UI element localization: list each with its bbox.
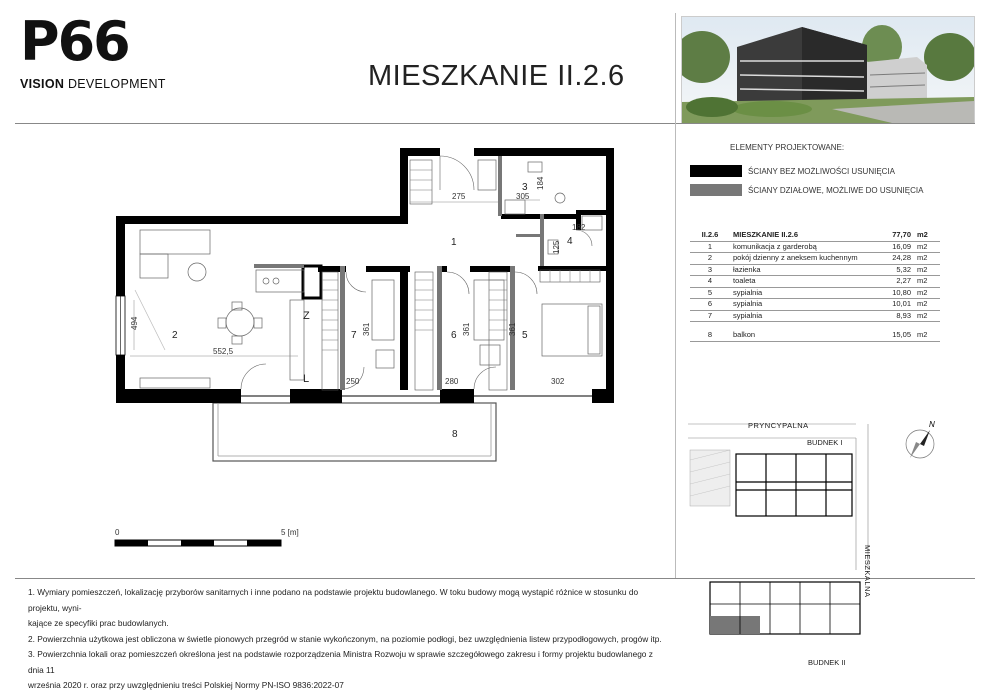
door-swing: [346, 272, 366, 292]
table-spacer-row: [690, 322, 940, 331]
building-1: [736, 454, 852, 516]
wardrobe-outline: [410, 160, 432, 204]
note-line: 2. Powierzchnia użytkowa jest obliczona w świetle pionowych przegród w stanie wykończonym, na poziomie podłogi, bez uwzględnienia listew przypodłogowych, progów itp.: [28, 633, 662, 644]
toilet: [555, 193, 565, 203]
dimension-125: 125: [552, 240, 561, 254]
table-cell: 4: [690, 276, 730, 288]
wall-segment: [501, 214, 576, 219]
room-number-5: 5: [522, 330, 528, 341]
shower: [505, 200, 525, 214]
scale-bar: [115, 540, 281, 546]
dimension-280: 280: [445, 377, 459, 386]
dimension-494: 494: [130, 316, 139, 330]
partition-segment: [437, 266, 442, 390]
dimension-361-a: 361: [362, 322, 371, 336]
scale-bar-segment: [181, 540, 214, 546]
bed: [372, 280, 394, 340]
table-cell: 2,27: [866, 276, 914, 288]
chair: [254, 318, 262, 328]
footer-divider: [15, 578, 975, 579]
sofa-chaise: [140, 254, 168, 278]
dimension-184: 184: [536, 176, 545, 190]
table-row: [690, 310, 940, 322]
table-row: [690, 276, 940, 288]
dimension-302: 302: [551, 377, 565, 386]
cooktop: [263, 278, 269, 284]
wall-segment: [576, 210, 610, 215]
highlighted-apartment: [710, 616, 760, 634]
note-line: 3. Powierzchnia lokali oraz pomieszczeń określona jest na podstawie rozporządzenia Ministra Rozwoju w sprawie szczegółowego zakresu i formy projektu budowlanego z dnia 11: [28, 649, 653, 675]
table-cell: 10,80: [866, 287, 914, 299]
legend-label-permanent: ŚCIANY BEZ MOŻLIWOŚCI USUNIĘCIA: [748, 167, 895, 176]
chair: [232, 336, 242, 344]
wall-segment: [116, 389, 241, 403]
kitchen-counter-side: [290, 300, 304, 380]
partition-segment: [254, 264, 304, 268]
partition-segment: [516, 234, 542, 237]
desk: [376, 350, 394, 368]
north-arrow-needle: [920, 430, 930, 446]
door-swing: [474, 367, 496, 389]
wall-segment: [400, 148, 408, 224]
scale-bar-segment: [115, 540, 148, 546]
wall-segment: [290, 389, 342, 403]
door-swing: [576, 230, 592, 246]
chair: [218, 318, 226, 328]
room-area-table: [690, 230, 940, 342]
table-cell: sypialnia: [730, 310, 866, 322]
door-swing: [447, 272, 469, 294]
building-1-label: BUDNEK I: [807, 438, 843, 447]
table-cell: łazienka: [730, 264, 866, 276]
table-cell: pokój dzienny z aneksem kuchennym: [730, 253, 866, 265]
table-cell: sypialnia: [730, 299, 866, 311]
table-cell: m2: [914, 330, 940, 341]
room-number-2: 2: [172, 330, 178, 341]
table-cell: m2: [914, 241, 940, 253]
scale-bar-segment: [247, 540, 281, 546]
room-number-6: 6: [451, 330, 457, 341]
table-cell: 6: [690, 299, 730, 311]
legend-swatch-removable: [690, 184, 742, 196]
dimension-552-5: 552,5: [213, 347, 234, 356]
table-header-row: [690, 230, 940, 241]
cooktop: [273, 278, 279, 284]
desk: [480, 345, 500, 365]
table-cell: sypialnia: [730, 287, 866, 299]
wall-segment: [400, 266, 408, 390]
table-cell: m2: [914, 253, 940, 265]
marker-z: Z: [303, 310, 310, 322]
door-swing: [515, 272, 537, 294]
table-cell: 7: [690, 310, 730, 322]
legend-title: ELEMENTY PROJEKTOWANE:: [730, 143, 845, 152]
dimension-182: 182: [572, 223, 586, 232]
table-cell: 2: [690, 253, 730, 265]
door-swing: [241, 364, 266, 389]
north-label: N: [929, 420, 935, 429]
site-plan-edge: [676, 572, 976, 578]
table-cell: m2: [914, 264, 940, 276]
wall-segment: [366, 266, 410, 272]
wall-segment: [606, 148, 614, 403]
chair: [232, 302, 242, 310]
building-render-image: [681, 16, 975, 124]
living-room-furniture: [135, 230, 304, 388]
table-cell: 15,05: [866, 330, 914, 341]
dimension-361-c: 361: [508, 322, 517, 336]
north-arrow-tail: [910, 442, 920, 458]
sink: [528, 162, 542, 172]
table-cell: balkon: [730, 330, 866, 341]
partition-segment: [498, 156, 502, 216]
note-line: kające ze specyfiki prac budowlanych.: [28, 618, 169, 628]
table-cell: 1: [690, 241, 730, 253]
partition-segment: [540, 214, 544, 266]
pillows: [588, 306, 600, 354]
marker-l: L: [303, 373, 310, 385]
logo: P66: [20, 10, 129, 73]
logo-subtitle-rest: DEVELOPMENT: [64, 77, 166, 91]
table-cell: 8: [690, 330, 730, 341]
table-cell: 3: [690, 264, 730, 276]
dimension-250: 250: [346, 377, 360, 386]
table-cell: m2: [914, 299, 940, 311]
table-cell: m2: [914, 276, 940, 288]
building-render-illustration: [682, 17, 974, 123]
scale-start: 0: [115, 528, 120, 537]
street-name-top: PRYNCYPALNA: [748, 421, 809, 430]
north-arrow-icon: [900, 418, 944, 466]
wardrobe-outline: [322, 272, 338, 390]
table-cell: 10,01: [866, 299, 914, 311]
double-bed: [542, 304, 602, 356]
room-number-3: 3: [522, 182, 528, 193]
legend-label-removable: ŚCIANY DZIAŁOWE, MOŻLIWE DO USUNIĘCIA: [748, 186, 924, 195]
wall-segment: [440, 389, 474, 403]
cabinet: [140, 378, 210, 388]
table-cell: II.2.6: [690, 230, 730, 241]
wall-segment: [116, 216, 406, 224]
room-number-1: 1: [451, 237, 457, 248]
table-spacer-cell: [690, 322, 940, 331]
sofa: [140, 230, 210, 254]
table-cell: MIESZKANIE II.2.6: [730, 230, 866, 241]
table-cell: m2: [914, 310, 940, 322]
table-cell: 77,70: [866, 230, 914, 241]
table-cell: 8,93: [866, 310, 914, 322]
bathtub: [478, 160, 496, 190]
scale-end: 5 [m]: [281, 528, 299, 537]
street-name-side: MIESZKALNA: [863, 545, 872, 598]
table-row: [690, 253, 940, 265]
table-row: [690, 287, 940, 299]
table-row: [690, 264, 940, 276]
table-row-balcony: [690, 330, 940, 341]
wardrobe-outline: [415, 272, 433, 390]
building-2-detail: [700, 580, 870, 652]
table-cell: m2: [914, 287, 940, 299]
dimension-275: 275: [452, 192, 466, 201]
table-cell: m2: [914, 230, 940, 241]
wall-segment: [116, 216, 125, 296]
dining-table: [226, 308, 254, 336]
table-row: [690, 299, 940, 311]
wall-segment: [400, 148, 440, 156]
table-cell: 24,28: [866, 253, 914, 265]
table-cell: 16,09: [866, 241, 914, 253]
door-swing: [440, 156, 474, 190]
building-2-label: BUDNEK II: [808, 658, 846, 667]
dimension-305: 305: [516, 192, 530, 201]
table-cell: 5: [690, 287, 730, 299]
table-cell: toaleta: [730, 276, 866, 288]
wall-segment: [474, 148, 614, 156]
room-number-8: 8: [452, 429, 458, 440]
logo-subtitle-bold: VISION: [20, 77, 65, 91]
table-cell: komunikacja z garderobą: [730, 241, 866, 253]
partition-segment: [340, 266, 345, 390]
table-cell: 5,32: [866, 264, 914, 276]
page-title: MIESZKANIE II.2.6: [368, 60, 625, 92]
table-row: [690, 241, 940, 253]
coffee-table: [188, 263, 206, 281]
rug-line: [135, 290, 165, 350]
partition-walls: [254, 156, 544, 390]
legend-swatch-permanent: [690, 165, 742, 177]
room-number-4: 4: [567, 236, 573, 247]
note-line: 1. Wymiary pomieszczeń, lokalizację przyborów sanitarnych i inne podano na podstawie projektu budowlanego. W toku budowy mogą wystąpić różnice w stosunku do projektu, wyni-: [28, 587, 639, 613]
wall-segment: [470, 266, 510, 272]
room-number-7: 7: [351, 330, 357, 341]
note-line: września 2020 r. oraz przy uwzględnieniu treści Polskiej Normy PN-ISO 9836:2022-07: [28, 680, 344, 690]
dimension-361-b: 361: [462, 322, 471, 336]
notes: [28, 585, 668, 694]
building-outline: [736, 454, 852, 516]
